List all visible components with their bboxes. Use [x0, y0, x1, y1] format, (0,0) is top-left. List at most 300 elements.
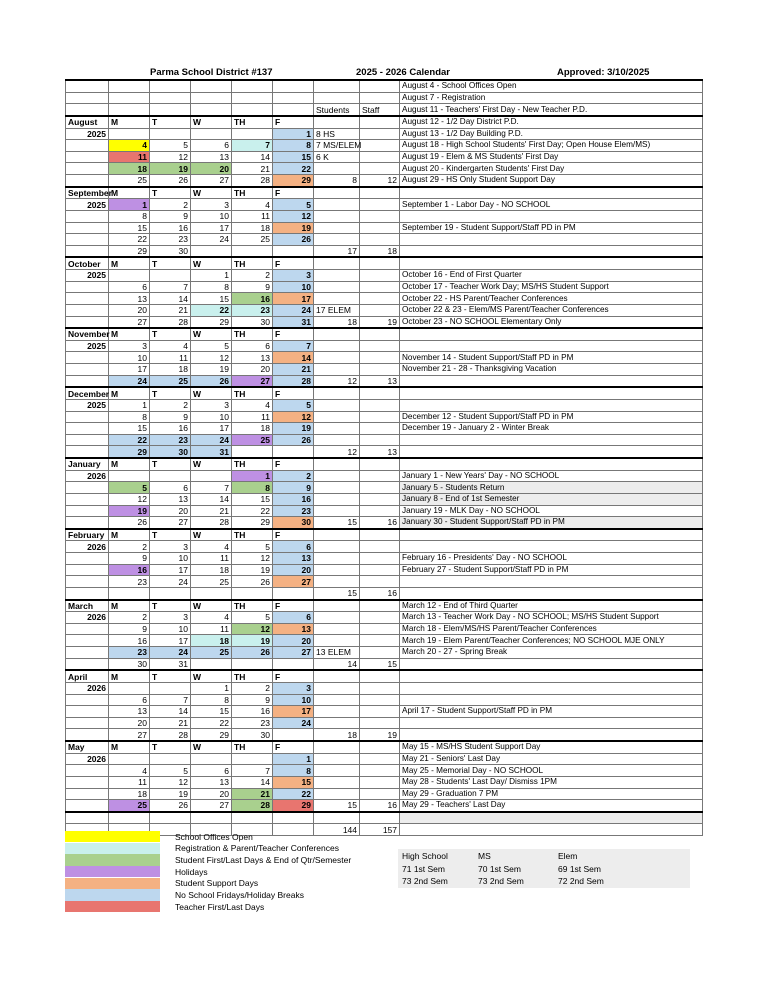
month-column-cell — [66, 210, 109, 222]
month-column-cell — [66, 245, 109, 257]
annotation-cell: October 22 & 23 - Elem/MS Parent/Teacher Conferences — [400, 304, 703, 316]
day-cell: 1 — [109, 399, 150, 411]
students-count-cell — [314, 776, 360, 788]
staff-count-cell — [360, 482, 400, 494]
month-column-cell — [66, 576, 109, 588]
day-cell — [232, 104, 273, 116]
day-cell: 23 — [150, 434, 191, 446]
weekday-header: F — [273, 387, 314, 399]
day-cell: 30 — [109, 658, 150, 670]
day-cell: 21 — [150, 304, 191, 316]
day-cell: 22 — [273, 788, 314, 800]
day-cell: 3 — [150, 612, 191, 624]
staff-count-cell — [360, 493, 400, 505]
day-cell: 10 — [150, 553, 191, 565]
students-count-cell — [314, 706, 360, 718]
day-cell: 27 — [109, 316, 150, 328]
annotation-cell — [400, 670, 703, 682]
day-cell: 19 — [191, 364, 232, 376]
semester-summary-table — [398, 849, 690, 888]
students-column-header: Students — [314, 104, 360, 116]
annotation-cell: August 19 - Elem & MS Students' First Day — [400, 151, 703, 163]
day-cell: 5 — [232, 541, 273, 553]
staff-count-cell — [360, 304, 400, 316]
students-count-cell: 15 — [314, 800, 360, 812]
week-row — [66, 411, 703, 423]
staff-count-cell: 19 — [360, 729, 400, 741]
day-cell: 4 — [150, 340, 191, 352]
semester-column-title: High School — [402, 851, 448, 861]
semester-day-count: 73 2nd Sem — [402, 876, 448, 887]
month-label: April — [66, 670, 109, 682]
students-count-cell: 17 — [314, 245, 360, 257]
day-cell: 30 — [150, 446, 191, 458]
semester-column-high-school — [402, 850, 448, 888]
semester-column-elem — [558, 850, 604, 888]
weekday-header: W — [191, 116, 232, 128]
day-cell: 29 — [191, 729, 232, 741]
students-count-cell — [314, 116, 360, 128]
week-row — [66, 375, 703, 387]
staff-count-cell — [360, 553, 400, 565]
day-cell: 6 — [191, 765, 232, 777]
month-column-cell — [66, 104, 109, 116]
day-cell: 24 — [191, 434, 232, 446]
weekday-header: TH — [232, 328, 273, 340]
day-cell: 15 — [273, 776, 314, 788]
students-count-cell: 18 — [314, 729, 360, 741]
students-count-cell — [314, 281, 360, 293]
day-cell — [273, 245, 314, 257]
day-cell: 31 — [191, 446, 232, 458]
week-row — [66, 175, 703, 187]
staff-count-cell — [360, 364, 400, 376]
staff-count-cell: 157 — [360, 824, 400, 836]
staff-count-cell — [360, 423, 400, 435]
pre-row — [66, 92, 703, 104]
day-cell: 17 — [273, 293, 314, 305]
day-cell: 25 — [109, 800, 150, 812]
annotation-cell — [400, 717, 703, 729]
weekday-header: T — [150, 600, 191, 612]
week-row — [66, 293, 703, 305]
staff-count-cell — [360, 564, 400, 576]
staff-count-cell — [360, 635, 400, 647]
month-column-cell — [66, 163, 109, 175]
students-count-cell: 14 — [314, 658, 360, 670]
staff-count-cell — [360, 163, 400, 175]
weekday-header: T — [150, 458, 191, 470]
day-cell: 4 — [109, 765, 150, 777]
day-cell: 4 — [232, 199, 273, 211]
students-count-cell — [314, 670, 360, 682]
annotation-cell: October 16 - End of First Quarter — [400, 270, 703, 282]
month-column-cell — [66, 234, 109, 246]
staff-count-cell — [360, 116, 400, 128]
day-cell: 11 — [191, 553, 232, 565]
annotation-cell: January 30 - Student Support/Staff PD in PM — [400, 517, 703, 529]
day-cell: 9 — [232, 694, 273, 706]
month-header-row — [66, 600, 703, 612]
staff-count-cell — [360, 541, 400, 553]
day-cell: 12 — [191, 352, 232, 364]
day-cell: 16 — [109, 635, 150, 647]
legend-label: School Offices Open — [175, 831, 253, 842]
week-row — [66, 352, 703, 364]
students-count-cell: 17 ELEM — [314, 304, 360, 316]
annotation-cell: March 13 - Teacher Work Day - NO SCHOOL; MS/HS Student Support — [400, 612, 703, 624]
month-column-cell — [66, 434, 109, 446]
students-count-cell — [314, 352, 360, 364]
month-column-cell — [66, 812, 109, 824]
day-cell: 27 — [273, 576, 314, 588]
day-cell: 5 — [273, 399, 314, 411]
weekday-header: T — [150, 116, 191, 128]
day-cell: 8 — [109, 210, 150, 222]
day-cell: 2 — [232, 682, 273, 694]
day-cell: 16 — [273, 493, 314, 505]
day-cell: 13 — [109, 293, 150, 305]
year-label: 2026 — [66, 541, 109, 553]
day-cell: 4 — [232, 399, 273, 411]
day-cell — [273, 658, 314, 670]
month-label: February — [66, 529, 109, 541]
day-cell: 2 — [232, 270, 273, 282]
day-cell — [109, 682, 150, 694]
staff-count-cell — [360, 458, 400, 470]
day-cell — [109, 104, 150, 116]
weekday-header: M — [109, 257, 150, 269]
day-cell — [232, 446, 273, 458]
weekday-header: W — [191, 387, 232, 399]
annotation-cell — [400, 658, 703, 670]
annotation-cell — [400, 729, 703, 741]
annotation-cell: March 19 - Elem Parent/Teacher Conferences; NO SCHOOL MJE ONLY — [400, 635, 703, 647]
week-row — [66, 151, 703, 163]
students-count-cell — [314, 434, 360, 446]
annotation-cell — [400, 824, 703, 836]
day-cell: 30 — [232, 316, 273, 328]
day-cell: 17 — [150, 635, 191, 647]
annotation-cell: May 25 - Memorial Day - NO SCHOOL — [400, 765, 703, 777]
month-column-cell — [66, 694, 109, 706]
weekday-header: M — [109, 116, 150, 128]
week-row — [66, 304, 703, 316]
day-cell — [150, 470, 191, 482]
legend-swatch-yellow — [65, 831, 160, 842]
district-title: Parma School District #137 — [150, 67, 273, 78]
day-cell: 19 — [273, 222, 314, 234]
day-cell: 2 — [150, 199, 191, 211]
day-cell — [191, 92, 232, 104]
students-count-cell — [314, 635, 360, 647]
day-cell: 3 — [191, 199, 232, 211]
month-header-row — [66, 116, 703, 128]
annotation-cell: May 21 - Seniors' Last Day — [400, 753, 703, 765]
week-row — [66, 706, 703, 718]
day-cell: 29 — [109, 245, 150, 257]
day-cell: 24 — [273, 304, 314, 316]
staff-count-cell: 12 — [360, 175, 400, 187]
day-cell: 10 — [109, 352, 150, 364]
weekday-header: TH — [232, 187, 273, 199]
day-cell: 5 — [273, 199, 314, 211]
day-cell: 6 — [232, 340, 273, 352]
weekday-header: T — [150, 257, 191, 269]
legend-item — [65, 843, 351, 855]
day-cell: 27 — [191, 175, 232, 187]
month-column-cell — [66, 564, 109, 576]
day-cell: 12 — [150, 776, 191, 788]
day-cell: 22 — [109, 434, 150, 446]
month-column-cell — [66, 776, 109, 788]
staff-count-cell — [360, 765, 400, 777]
day-cell: 14 — [150, 293, 191, 305]
week-row — [66, 694, 703, 706]
legend-label: Student First/Last Days & End of Qtr/Semester — [175, 855, 352, 866]
day-cell: 2 — [109, 541, 150, 553]
students-count-cell — [314, 576, 360, 588]
month-column-cell — [66, 304, 109, 316]
annotation-cell: October 23 - NO SCHOOL Elementary Only — [400, 316, 703, 328]
day-cell: 2 — [273, 470, 314, 482]
semester-column-ms — [478, 850, 524, 888]
day-cell — [232, 80, 273, 92]
annotation-cell — [400, 399, 703, 411]
day-cell: 19 — [150, 163, 191, 175]
staff-count-cell — [360, 270, 400, 282]
day-cell — [150, 270, 191, 282]
day-cell: 20 — [232, 364, 273, 376]
day-cell: 16 — [232, 293, 273, 305]
students-count-cell — [314, 694, 360, 706]
day-cell: 5 — [191, 340, 232, 352]
day-cell: 6 — [273, 612, 314, 624]
day-cell: 9 — [109, 623, 150, 635]
day-cell: 17 — [273, 706, 314, 718]
students-count-cell — [314, 812, 360, 824]
day-cell: 26 — [150, 800, 191, 812]
day-cell: 4 — [109, 140, 150, 152]
annotation-cell — [400, 245, 703, 257]
week-row — [66, 140, 703, 152]
staff-count-cell — [360, 399, 400, 411]
annotation-cell: August 20 - Kindergarten Students' First Day — [400, 163, 703, 175]
staff-count-cell — [360, 210, 400, 222]
staff-count-cell: 18 — [360, 245, 400, 257]
annotation-cell — [400, 682, 703, 694]
staff-count-cell — [360, 257, 400, 269]
students-count-cell — [314, 92, 360, 104]
weekday-header: W — [191, 458, 232, 470]
day-cell: 16 — [109, 564, 150, 576]
students-count-cell — [314, 163, 360, 175]
month-column-cell — [66, 765, 109, 777]
day-cell: 7 — [191, 482, 232, 494]
day-cell: 12 — [150, 151, 191, 163]
day-cell: 12 — [109, 493, 150, 505]
annotation-cell — [400, 446, 703, 458]
day-cell: 30 — [232, 729, 273, 741]
weekday-header: M — [109, 328, 150, 340]
staff-count-cell — [360, 788, 400, 800]
weekday-header: TH — [232, 670, 273, 682]
staff-count-cell — [360, 352, 400, 364]
month-column-cell — [66, 175, 109, 187]
annotation-cell: May 29 - Teachers' Last Day — [400, 800, 703, 812]
week-row — [66, 222, 703, 234]
day-cell: 20 — [109, 304, 150, 316]
weekday-header: TH — [232, 458, 273, 470]
semester-column-title: Elem — [558, 851, 578, 861]
pre-row — [66, 104, 703, 116]
weekday-header: F — [273, 529, 314, 541]
students-count-cell — [314, 753, 360, 765]
month-column-cell — [66, 92, 109, 104]
students-count-cell — [314, 482, 360, 494]
weekday-header: W — [191, 670, 232, 682]
students-count-cell: 15 — [314, 587, 360, 599]
students-count-cell — [314, 411, 360, 423]
students-count-cell — [314, 399, 360, 411]
annotation-cell: November 14 - Student Support/Staff PD in PM — [400, 352, 703, 364]
day-cell: 16 — [232, 706, 273, 718]
day-cell: 20 — [150, 505, 191, 517]
day-cell — [273, 92, 314, 104]
students-count-cell — [314, 257, 360, 269]
day-cell: 12 — [273, 210, 314, 222]
week-row — [66, 505, 703, 517]
month-label: November — [66, 328, 109, 340]
day-cell — [232, 128, 273, 140]
staff-count-cell — [360, 199, 400, 211]
day-cell: 29 — [109, 446, 150, 458]
week-row — [66, 635, 703, 647]
day-cell: 18 — [232, 423, 273, 435]
annotation-cell — [400, 387, 703, 399]
staff-count-cell — [360, 505, 400, 517]
staff-count-cell: 16 — [360, 517, 400, 529]
students-count-cell — [314, 765, 360, 777]
staff-count-cell — [360, 776, 400, 788]
day-cell: 25 — [232, 434, 273, 446]
day-cell: 29 — [273, 175, 314, 187]
legend-swatch-blue — [65, 889, 160, 900]
annotation-cell: August 13 - 1/2 Day Building P.D. — [400, 128, 703, 140]
day-cell: 11 — [109, 776, 150, 788]
weekday-header: M — [109, 387, 150, 399]
weekday-header: M — [109, 458, 150, 470]
day-cell — [191, 128, 232, 140]
students-count-cell — [314, 682, 360, 694]
day-cell: 16 — [150, 222, 191, 234]
day-cell: 8 — [273, 765, 314, 777]
annotation-cell: December 19 - January 2 - Winter Break — [400, 423, 703, 435]
students-count-cell: 18 — [314, 316, 360, 328]
year-label: 2026 — [66, 753, 109, 765]
weekday-header: TH — [232, 600, 273, 612]
day-cell: 13 — [109, 706, 150, 718]
day-cell: 3 — [273, 270, 314, 282]
month-column-cell — [66, 623, 109, 635]
day-cell: 17 — [191, 222, 232, 234]
annotation-cell: August 29 - HS Only Student Support Day — [400, 175, 703, 187]
week-row — [66, 434, 703, 446]
day-cell: 4 — [191, 541, 232, 553]
day-cell — [150, 128, 191, 140]
annotation-cell: December 12 - Student Support/Staff PD in PM — [400, 411, 703, 423]
week-row — [66, 517, 703, 529]
day-cell: 9 — [273, 482, 314, 494]
month-label: December — [66, 387, 109, 399]
staff-count-cell — [360, 140, 400, 152]
day-cell — [109, 92, 150, 104]
weekday-header: F — [273, 670, 314, 682]
day-cell: 28 — [191, 517, 232, 529]
week-row — [66, 423, 703, 435]
staff-count-cell — [360, 753, 400, 765]
semester-day-count: 70 1st Sem — [478, 863, 521, 874]
annotation-cell: August 12 - 1/2 Day District P.D. — [400, 116, 703, 128]
students-count-cell — [314, 612, 360, 624]
day-cell: 17 — [150, 564, 191, 576]
annotation-cell: October 17 - Teacher Work Day; MS/HS Student Support — [400, 281, 703, 293]
students-count-cell — [314, 187, 360, 199]
month-column-cell — [66, 717, 109, 729]
students-count-cell: 12 — [314, 375, 360, 387]
annotation-cell — [400, 434, 703, 446]
students-count-cell: 7 MS/ELEM — [314, 140, 360, 152]
month-label: August — [66, 116, 109, 128]
day-cell: 4 — [191, 612, 232, 624]
day-cell: 22 — [191, 717, 232, 729]
annotation-cell: April 17 - Student Support/Staff PD in PM — [400, 706, 703, 718]
weekday-header: M — [109, 187, 150, 199]
year-label: 2025 — [66, 128, 109, 140]
students-count-cell: 8 HS — [314, 128, 360, 140]
month-header-row — [66, 529, 703, 541]
week-row — [66, 788, 703, 800]
weekday-header: W — [191, 257, 232, 269]
legend-item — [65, 854, 351, 866]
day-cell: 24 — [150, 647, 191, 659]
staff-count-cell — [360, 387, 400, 399]
annotation-cell: May 15 - MS/HS Student Support Day — [400, 741, 703, 753]
semester-day-count: 73 2nd Sem — [478, 876, 524, 887]
day-cell — [191, 753, 232, 765]
day-cell: 14 — [150, 706, 191, 718]
day-cell: 30 — [273, 517, 314, 529]
approved-label: Approved: 3/10/2025 — [557, 67, 650, 78]
weekday-header: M — [109, 741, 150, 753]
legend — [65, 831, 351, 912]
staff-count-cell — [360, 576, 400, 588]
day-cell: 28 — [232, 175, 273, 187]
annotation-cell — [400, 210, 703, 222]
month-column-cell — [66, 493, 109, 505]
month-label: March — [66, 600, 109, 612]
day-cell: 2 — [109, 612, 150, 624]
day-cell: 25 — [109, 175, 150, 187]
annotation-cell: March 12 - End of Third Quarter — [400, 600, 703, 612]
weekday-header: T — [150, 328, 191, 340]
month-label: May — [66, 741, 109, 753]
day-cell — [232, 658, 273, 670]
week-row — [66, 493, 703, 505]
day-cell: 1 — [232, 470, 273, 482]
day-cell: 25 — [150, 375, 191, 387]
day-cell — [273, 446, 314, 458]
